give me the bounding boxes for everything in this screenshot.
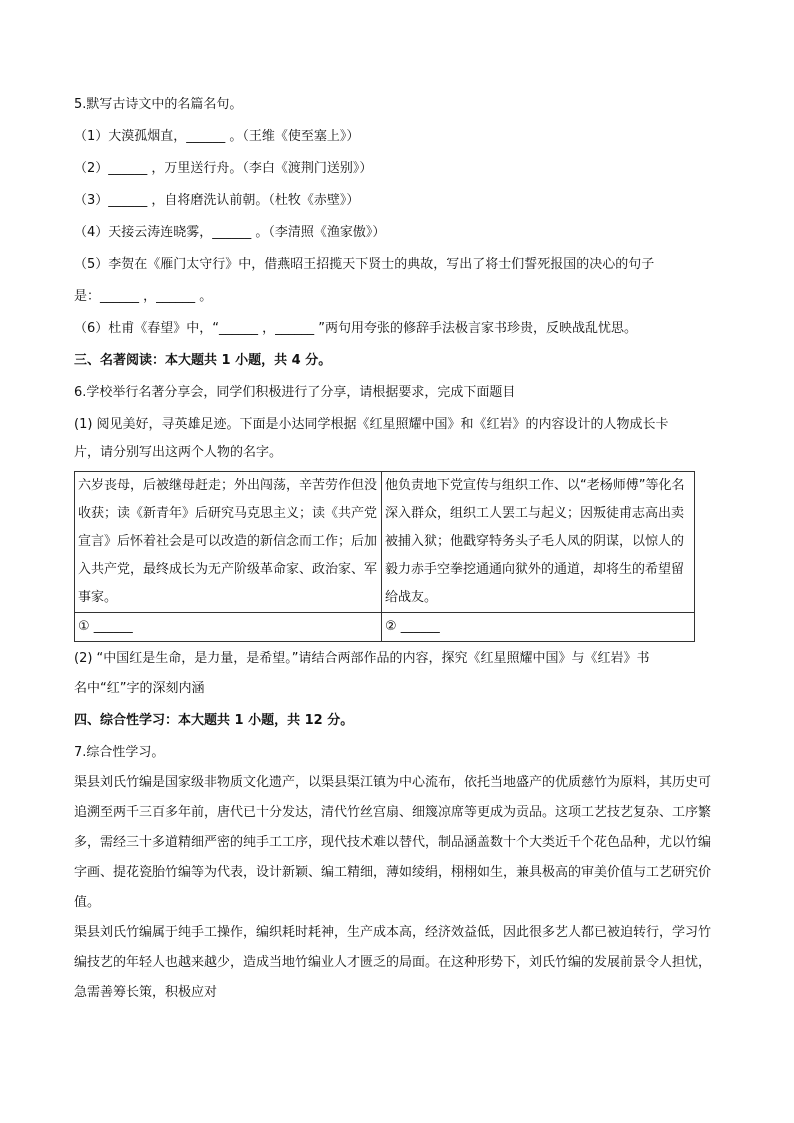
character-card-table [74, 471, 695, 642]
q7-title: 7.综合性学习。 [74, 745, 165, 760]
q6-sub1-line2: 片，请分别写出这两个人物的名字。 [74, 445, 283, 460]
q7-paragraph-1: 渠县刘氏竹编是国家级非物质文化遗产，以渠县渠江镇为中心流布，依托当地盛产的优质慈竹为原料，其历史可追溯至两千三百多年前，唐代已十分发达，清代竹丝宫扇、细篾凉席等更成为贡品。这项工艺技艺复杂、工序繁多，需经三十多道精细严密的纯手工工序，现代技术难以替代，制品涵盖数十个大类近千个花色品种，尤以竹编字画、提花瓷胎竹编等为代表，设计新颖、编工精细，薄如绫绢，栩栩如生，兼具极高的审美价值与工艺研究价值。 [74, 775, 712, 910]
q6-sub2-line1: (2) “中国红是生命，是力量，是希望。”请结合两部作品的内容，探究《红星照耀中国》与《红岩》书 [74, 651, 650, 666]
card-b-text: 他负责地下党宣传与组织工作、以“老杨师傅”等化名深入群众，组织工人罢工与起义；因叛徒甫志高出卖被捕入狱；他戳穿特务头子毛人凤的阴谋，以惊人的毅力赤手空拳挖通通向狱外的通道，却将生的希望留给战友。 [382, 472, 695, 613]
section3-heading: 三、名著阅读：本大题共 1 小题，共 4 分。 [74, 353, 332, 368]
q5-title: 5.默写古诗文中的名篇名句。 [74, 97, 243, 112]
card-a-text: 六岁丧母，后被继母赶走；外出闯荡，辛苦劳作但没收获；读《新青年》后研究马克思主义；读《共产党宣言》后怀着社会是可以改造的新信念而工作；后加入共产党，最终成长为无产阶级革命家、政治家、军事家。 [75, 472, 382, 613]
q5-item-4: （4）天接云涛连晓雾，______ 。（李清照《渔家傲》） [74, 225, 386, 240]
q5-item-6: （6）杜甫《春望》中，“______ ，______ ”两句用夸张的修辞手法极言家书珍贵，反映战乱忧思。 [74, 321, 638, 336]
q5-item-5: （5）李贺在《雁门太守行》中，借燕昭王招揽天下贤士的典故，写出了将士们誓死报国的决心的句子 [74, 257, 655, 272]
q5-item-2: （2）______ ，万里送行舟。（李白《渡荆门送别》） [74, 161, 373, 176]
q5-item-5-cont: 是：______ ，______ 。 [74, 289, 213, 304]
q5-item-3: （3）______ ，自将磨洗认前朝。（杜牧《赤壁》） [74, 193, 360, 208]
q6-sub2-line2: 名中“红”字的深刻内涵 [74, 681, 205, 696]
q7-paragraph-2: 渠县刘氏竹编属于纯手工操作，编织耗时耗神，生产成本高，经济效益低，因此很多艺人都已被迫转行，学习竹编技艺的年轻人也越来越少，造成当地竹编业人才匮乏的局面。在这种形势下，刘氏竹编的发展前景令人担忧，急需善筹长策，积极应对 [74, 925, 712, 1000]
q6-sub1-line1: (1) 阅见美好，寻英雄足迹。下面是小达同学根据《红星照耀中国》和《红岩》的内容设计的人物成长卡 [74, 417, 669, 432]
answer-b: ② ______ [382, 613, 695, 642]
q6-title: 6.学校举行名著分享会，同学们积极进行了分享，请根据要求，完成下面题目 [74, 385, 516, 400]
answer-a: ① ______ [75, 613, 382, 642]
q5-item-1: （1）大漠孤烟直，______ 。（王维《使至塞上》） [74, 129, 360, 144]
section4-heading: 四、综合性学习：本大题共 1 小题，共 12 分。 [74, 713, 354, 728]
